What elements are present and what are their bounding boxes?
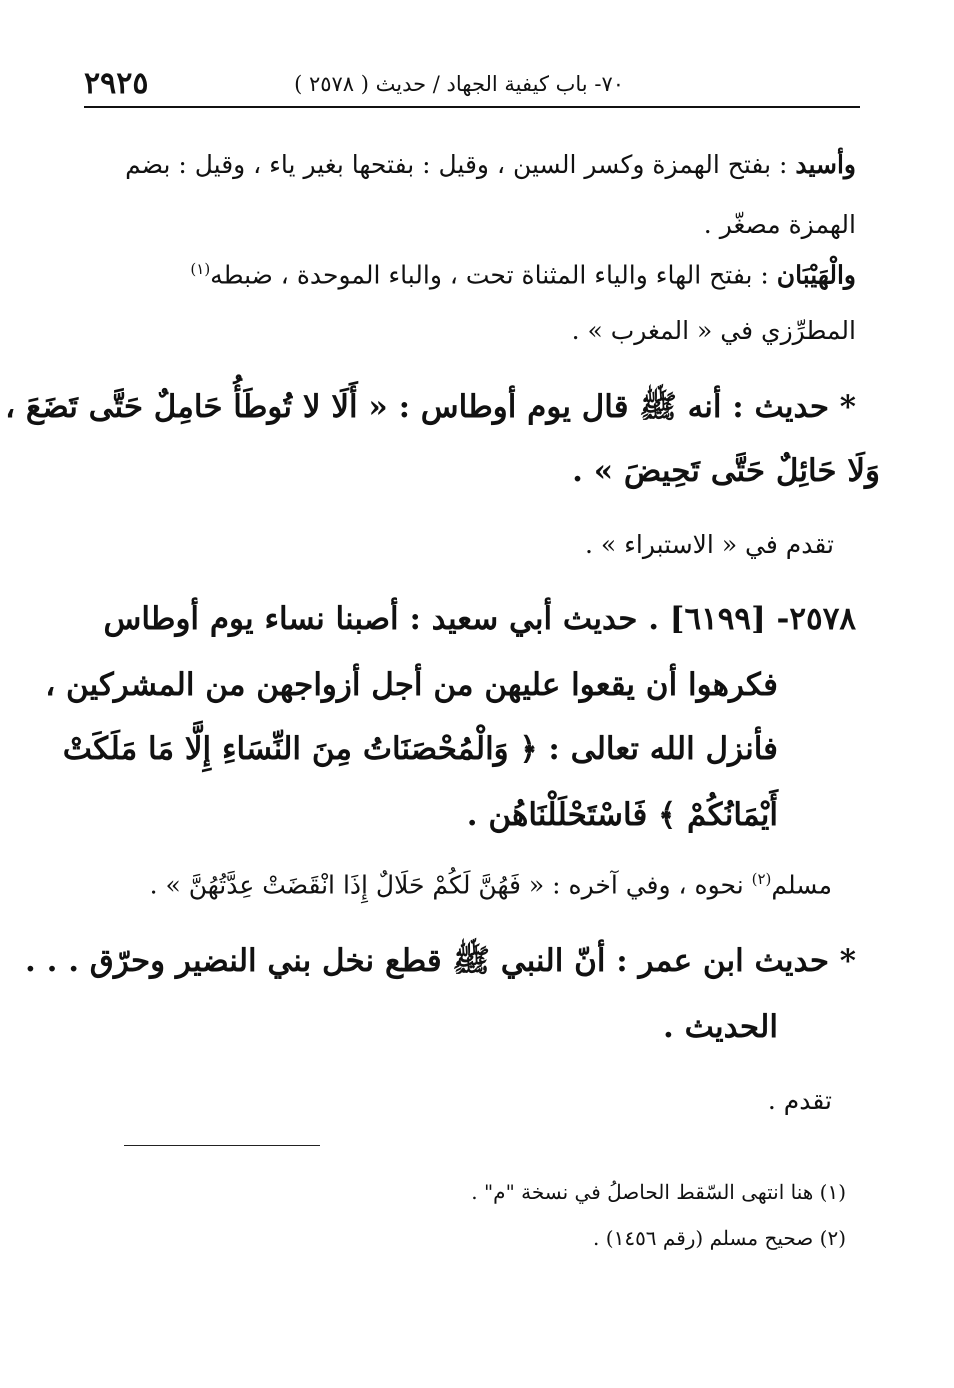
- page-header: [84, 66, 860, 108]
- hadith-2578-line-3: فأنزل الله تعالى : ﴿ وَالْمُحْصَنَاتُ مِنَ النِّسَاءِ إِلَّا مَا مَلَكَتْ: [62, 731, 778, 767]
- hadith-2578-line-2: فكرهوا أن يقعوا عليهن من أجل أزواجهن من المشركين ،: [45, 667, 778, 703]
- hadith-ibn-umar-line-2: الحديث .: [663, 1009, 778, 1045]
- haybaban-line-2: المطرِّزي في « المغرب » .: [571, 316, 856, 345]
- muslim-rest: نحوه ، وفي آخره : « فَهُنَّ لَكُمْ حَلَالٌ إِذَا انْقَضَتْ عِدَّتُهُنَّ » .: [149, 870, 744, 900]
- footnote-ref-1: (١): [190, 260, 211, 278]
- running-head: ٧٠- باب كيفية الجهاد / حديث ( ٢٥٧٨ ): [294, 72, 624, 96]
- asid-line-2: الهمزة مصغّر .: [703, 210, 856, 239]
- haybaban-line-1: [84, 260, 856, 290]
- hadith-2578-line-1: ٢٥٧٨- [٦١٩٩] . حديث أبي سعيد : أصبنا نساء يوم أوطاس: [103, 601, 856, 637]
- footnote-2: (٢) صحيح مسلم (رقم ١٤٥٦) .: [593, 1226, 846, 1250]
- asid-line-1: [84, 152, 856, 177]
- hadith-ibn-umar-line-1: * حديث ابن عمر : أنّ النبي ﷺ قطع نخل بني النضير وحرّق . . .: [25, 943, 856, 979]
- muslim-word: مسلم: [771, 870, 832, 900]
- taqaddam-istibra: تقدم في « الاستبراء » .: [585, 530, 834, 559]
- footnote-divider: [124, 1145, 320, 1146]
- footnote-ref-2: (٢): [751, 870, 772, 888]
- page-number: ٢٩٢٥: [84, 66, 149, 101]
- haybaban-definition: : بفتح الهاء والياء المثناة تحت ، والباء الموحدة ، ضبطه: [210, 260, 769, 290]
- asid-term: وأسيد: [795, 150, 856, 179]
- taqaddam-plain: تقدم .: [767, 1086, 832, 1115]
- hadith-awtas-line-1: * حديث : أنه ﷺ قال يوم أوطاس : « أَلَا لا تُوطَأُ حَامِلٌ حَتَّى تَضَعَ ،: [5, 389, 856, 425]
- hadith-2578-line-4: أَيْمَانُكُمْ ﴾ فَاسْتَحْلَلْنَاهُن .: [466, 797, 778, 833]
- footnote-1: (١) هنا انتهى السّقط الحاصلُ في نسخة "م" .: [471, 1180, 846, 1204]
- asid-definition: : بفتح الهمزة وكسر السين ، وقيل : بفتحها بغير ياء ، وقيل : بضم: [125, 150, 788, 179]
- hadith-awtas-line-2: وَلَا حَائِلٌ حَتَّى تَحِيضَ » .: [572, 453, 880, 489]
- muslim-note: [149, 870, 832, 900]
- haybaban-term: والْهَيْبَان: [776, 260, 856, 290]
